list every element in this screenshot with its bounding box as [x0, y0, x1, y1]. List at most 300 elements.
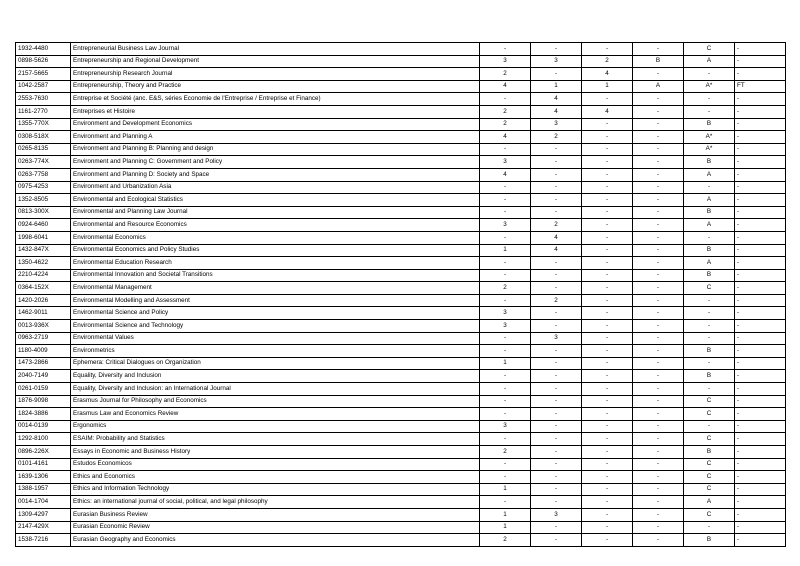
- cell-rating-1: -: [480, 93, 531, 106]
- cell-issn: 2040-7149: [16, 370, 71, 383]
- cell-title: Environmental Values: [71, 332, 480, 345]
- cell-rating-2: -: [531, 345, 582, 358]
- cell-rating-4: -: [633, 370, 684, 383]
- cell-issn: 0364-152X: [16, 282, 71, 295]
- cell-rating-2: -: [531, 458, 582, 471]
- cell-rating-2: 4: [531, 93, 582, 106]
- cell-rating-6: -: [735, 282, 786, 295]
- cell-rating-6: -: [735, 231, 786, 244]
- cell-rating-4: -: [633, 231, 684, 244]
- cell-issn: 2210-4224: [16, 269, 71, 282]
- table-row: [16, 55, 786, 68]
- cell-title: Entrepreneurship Research Journal: [71, 68, 480, 81]
- cell-issn: 1538-7216: [16, 534, 71, 547]
- cell-rating-6: -: [735, 156, 786, 169]
- cell-issn: 1350-4622: [16, 257, 71, 270]
- cell-title: Environmetrics: [71, 345, 480, 358]
- cell-rating-3: -: [582, 244, 633, 257]
- cell-rating-3: -: [582, 131, 633, 144]
- cell-rating-2: 3: [531, 508, 582, 521]
- cell-issn: 0263-774X: [16, 156, 71, 169]
- cell-rating-3: -: [582, 168, 633, 181]
- cell-rating-3: -: [582, 156, 633, 169]
- cell-rating-3: -: [582, 219, 633, 232]
- table-row: [16, 131, 786, 144]
- cell-issn: 1355-770X: [16, 118, 71, 131]
- cell-rating-5: -: [684, 332, 735, 345]
- cell-rating-2: -: [531, 433, 582, 446]
- cell-rating-1: -: [480, 181, 531, 194]
- cell-rating-2: -: [531, 534, 582, 547]
- cell-rating-4: -: [633, 534, 684, 547]
- cell-rating-4: -: [633, 219, 684, 232]
- cell-rating-1: -: [480, 458, 531, 471]
- cell-rating-5: -: [684, 93, 735, 106]
- table-row: [16, 534, 786, 547]
- cell-issn: 1462-9011: [16, 307, 71, 320]
- cell-title: Environmental and Ecological Statistics: [71, 194, 480, 207]
- cell-rating-1: 4: [480, 168, 531, 181]
- cell-rating-3: -: [582, 294, 633, 307]
- cell-rating-3: -: [582, 345, 633, 358]
- table-row: [16, 521, 786, 534]
- cell-rating-4: -: [633, 168, 684, 181]
- cell-rating-6: -: [735, 294, 786, 307]
- cell-title: ESAIM: Probability and Statistics: [71, 433, 480, 446]
- cell-rating-5: B: [684, 156, 735, 169]
- cell-title: Environment and Urbanization Asia: [71, 181, 480, 194]
- cell-title: Ethics and Economics: [71, 471, 480, 484]
- cell-rating-4: -: [633, 143, 684, 156]
- cell-rating-2: -: [531, 496, 582, 509]
- cell-title: Environmental Economics: [71, 231, 480, 244]
- cell-title: Eurasian Geography and Economics: [71, 534, 480, 547]
- cell-rating-4: -: [633, 244, 684, 257]
- cell-rating-2: -: [531, 395, 582, 408]
- table-row: [16, 420, 786, 433]
- cell-rating-4: -: [633, 345, 684, 358]
- cell-title: Entreprise et Société (anc. E&S, séries Economie de l'Entreprise / Entreprise et Finance): [71, 93, 480, 106]
- cell-rating-5: -: [684, 357, 735, 370]
- cell-title: Environmental and Planning Law Journal: [71, 206, 480, 219]
- table-row: [16, 244, 786, 257]
- cell-rating-6: -: [735, 143, 786, 156]
- cell-rating-4: -: [633, 156, 684, 169]
- cell-rating-4: -: [633, 93, 684, 106]
- cell-title: Entrepreneurship and Regional Development: [71, 55, 480, 68]
- cell-rating-2: -: [531, 206, 582, 219]
- cell-rating-3: -: [582, 231, 633, 244]
- cell-rating-5: A: [684, 257, 735, 270]
- cell-rating-2: -: [531, 420, 582, 433]
- cell-rating-6: -: [735, 408, 786, 421]
- cell-rating-4: -: [633, 332, 684, 345]
- cell-rating-2: -: [531, 43, 582, 56]
- cell-rating-6: -: [735, 219, 786, 232]
- table-row: [16, 68, 786, 81]
- cell-rating-3: -: [582, 357, 633, 370]
- cell-rating-3: 4: [582, 105, 633, 118]
- table-row: [16, 345, 786, 358]
- cell-rating-1: -: [480, 433, 531, 446]
- cell-rating-3: -: [582, 332, 633, 345]
- cell-issn: 0308-518X: [16, 131, 71, 144]
- cell-issn: 1180-4009: [16, 345, 71, 358]
- cell-rating-5: B: [684, 118, 735, 131]
- cell-rating-5: A: [684, 194, 735, 207]
- cell-rating-5: C: [684, 508, 735, 521]
- cell-rating-6: -: [735, 307, 786, 320]
- cell-rating-3: 2: [582, 55, 633, 68]
- cell-rating-5: -: [684, 231, 735, 244]
- cell-rating-5: -: [684, 320, 735, 333]
- cell-rating-3: -: [582, 534, 633, 547]
- cell-rating-4: -: [633, 43, 684, 56]
- cell-rating-1: -: [480, 496, 531, 509]
- cell-rating-5: -: [684, 105, 735, 118]
- cell-rating-6: -: [735, 257, 786, 270]
- cell-rating-6: -: [735, 320, 786, 333]
- cell-rating-3: -: [582, 383, 633, 396]
- cell-rating-2: -: [531, 168, 582, 181]
- cell-rating-3: -: [582, 206, 633, 219]
- cell-issn: 1352-8505: [16, 194, 71, 207]
- cell-rating-2: 3: [531, 55, 582, 68]
- table-row: [16, 118, 786, 131]
- cell-rating-5: B: [684, 244, 735, 257]
- cell-title: Environment and Planning C: Government and Policy: [71, 156, 480, 169]
- cell-rating-3: -: [582, 496, 633, 509]
- cell-rating-3: -: [582, 307, 633, 320]
- cell-rating-2: -: [531, 370, 582, 383]
- table-row: [16, 294, 786, 307]
- cell-title: Environmental Modelling and Assessment: [71, 294, 480, 307]
- table-row: [16, 395, 786, 408]
- cell-rating-6: -: [735, 420, 786, 433]
- cell-rating-4: -: [633, 181, 684, 194]
- cell-rating-6: -: [735, 496, 786, 509]
- cell-rating-6: -: [735, 483, 786, 496]
- cell-rating-3: -: [582, 446, 633, 459]
- cell-rating-5: -: [684, 68, 735, 81]
- table-row: [16, 168, 786, 181]
- cell-rating-1: 3: [480, 55, 531, 68]
- cell-rating-2: 2: [531, 131, 582, 144]
- table-row: [16, 446, 786, 459]
- table-row: [16, 320, 786, 333]
- cell-issn: 1309-4297: [16, 508, 71, 521]
- cell-title: Ethics: an international journal of social, political, and legal philosophy: [71, 496, 480, 509]
- cell-rating-2: -: [531, 320, 582, 333]
- cell-rating-2: -: [531, 383, 582, 396]
- cell-rating-5: -: [684, 521, 735, 534]
- cell-rating-3: -: [582, 370, 633, 383]
- cell-rating-6: -: [735, 269, 786, 282]
- cell-rating-3: -: [582, 471, 633, 484]
- cell-issn: 1042-2587: [16, 80, 71, 93]
- cell-rating-5: B: [684, 345, 735, 358]
- table-row: [16, 257, 786, 270]
- cell-rating-2: -: [531, 68, 582, 81]
- cell-title: Environmental Innovation and Societal Transitions: [71, 269, 480, 282]
- cell-issn: 1639-1306: [16, 471, 71, 484]
- journal-ranking-table: [15, 42, 786, 547]
- cell-rating-6: -: [735, 508, 786, 521]
- cell-title: Erasmus Law and Economics Review: [71, 408, 480, 421]
- cell-rating-2: -: [531, 257, 582, 270]
- cell-rating-5: C: [684, 433, 735, 446]
- cell-title: Environment and Development Economics: [71, 118, 480, 131]
- cell-rating-4: -: [633, 420, 684, 433]
- cell-rating-6: -: [735, 194, 786, 207]
- cell-issn: 0101-4161: [16, 458, 71, 471]
- cell-rating-3: -: [582, 143, 633, 156]
- cell-rating-5: -: [684, 294, 735, 307]
- cell-rating-4: B: [633, 55, 684, 68]
- cell-rating-1: -: [480, 395, 531, 408]
- cell-rating-3: -: [582, 181, 633, 194]
- cell-rating-2: 4: [531, 231, 582, 244]
- cell-rating-5: -: [684, 383, 735, 396]
- cell-rating-1: -: [480, 257, 531, 270]
- cell-title: Erasmus Journal for Philosophy and Economics: [71, 395, 480, 408]
- cell-rating-4: -: [633, 68, 684, 81]
- cell-rating-5: B: [684, 370, 735, 383]
- cell-rating-3: -: [582, 282, 633, 295]
- cell-rating-3: -: [582, 320, 633, 333]
- cell-issn: 0013-936X: [16, 320, 71, 333]
- cell-rating-4: -: [633, 446, 684, 459]
- cell-rating-5: B: [684, 446, 735, 459]
- cell-title: Estudos Economicos: [71, 458, 480, 471]
- cell-title: Environment and Planning D: Society and Space: [71, 168, 480, 181]
- table-row: [16, 156, 786, 169]
- cell-issn: 0263-7758: [16, 168, 71, 181]
- cell-rating-2: -: [531, 357, 582, 370]
- cell-rating-1: -: [480, 143, 531, 156]
- cell-issn: 1388-1957: [16, 483, 71, 496]
- cell-rating-2: -: [531, 282, 582, 295]
- cell-rating-3: -: [582, 257, 633, 270]
- cell-rating-5: B: [684, 269, 735, 282]
- table-row: [16, 231, 786, 244]
- cell-rating-3: -: [582, 118, 633, 131]
- cell-rating-4: A: [633, 80, 684, 93]
- cell-rating-2: -: [531, 269, 582, 282]
- cell-rating-3: -: [582, 458, 633, 471]
- table-row: [16, 206, 786, 219]
- table-row: [16, 194, 786, 207]
- cell-rating-1: -: [480, 231, 531, 244]
- cell-issn: 1420-2026: [16, 294, 71, 307]
- cell-rating-1: 3: [480, 219, 531, 232]
- cell-rating-4: -: [633, 496, 684, 509]
- cell-title: Ergonomics: [71, 420, 480, 433]
- cell-rating-1: 1: [480, 483, 531, 496]
- cell-rating-1: -: [480, 345, 531, 358]
- table-row: [16, 269, 786, 282]
- cell-rating-4: -: [633, 206, 684, 219]
- cell-rating-4: -: [633, 131, 684, 144]
- cell-rating-3: -: [582, 93, 633, 106]
- cell-rating-2: -: [531, 181, 582, 194]
- cell-rating-4: -: [633, 357, 684, 370]
- cell-rating-3: -: [582, 433, 633, 446]
- cell-issn: 0975-4253: [16, 181, 71, 194]
- cell-issn: 1824-3886: [16, 408, 71, 421]
- cell-rating-4: -: [633, 471, 684, 484]
- cell-rating-6: FT: [735, 80, 786, 93]
- cell-rating-6: -: [735, 43, 786, 56]
- cell-rating-3: -: [582, 194, 633, 207]
- cell-issn: 2553-7630: [16, 93, 71, 106]
- cell-rating-2: -: [531, 446, 582, 459]
- cell-rating-2: -: [531, 156, 582, 169]
- cell-rating-1: 1: [480, 357, 531, 370]
- cell-rating-2: -: [531, 143, 582, 156]
- table-row: [16, 458, 786, 471]
- cell-issn: 0813-300X: [16, 206, 71, 219]
- cell-rating-1: 2: [480, 118, 531, 131]
- cell-rating-4: -: [633, 294, 684, 307]
- table-row: [16, 143, 786, 156]
- cell-title: Environmental and Resource Economics: [71, 219, 480, 232]
- cell-rating-4: -: [633, 257, 684, 270]
- table-row: [16, 93, 786, 106]
- cell-rating-6: -: [735, 68, 786, 81]
- cell-rating-6: -: [735, 206, 786, 219]
- table-row: [16, 105, 786, 118]
- cell-rating-2: -: [531, 471, 582, 484]
- cell-rating-3: 1: [582, 80, 633, 93]
- cell-issn: 0963-2719: [16, 332, 71, 345]
- cell-rating-1: -: [480, 43, 531, 56]
- table-row: [16, 496, 786, 509]
- cell-issn: 1998-6041: [16, 231, 71, 244]
- cell-rating-4: -: [633, 521, 684, 534]
- cell-rating-6: -: [735, 395, 786, 408]
- cell-title: Eurasian Business Review: [71, 508, 480, 521]
- table-row: [16, 483, 786, 496]
- cell-rating-2: -: [531, 483, 582, 496]
- cell-rating-3: -: [582, 483, 633, 496]
- cell-rating-4: -: [633, 105, 684, 118]
- cell-title: Environmental Science and Technology: [71, 320, 480, 333]
- cell-rating-1: 2: [480, 534, 531, 547]
- cell-rating-5: -: [684, 181, 735, 194]
- cell-rating-6: -: [735, 131, 786, 144]
- cell-rating-5: B: [684, 206, 735, 219]
- table-row: [16, 181, 786, 194]
- cell-rating-2: 2: [531, 294, 582, 307]
- cell-rating-6: -: [735, 471, 786, 484]
- cell-rating-5: A: [684, 496, 735, 509]
- cell-rating-2: -: [531, 521, 582, 534]
- cell-rating-1: -: [480, 269, 531, 282]
- cell-rating-4: -: [633, 194, 684, 207]
- cell-rating-1: -: [480, 194, 531, 207]
- cell-rating-5: A*: [684, 131, 735, 144]
- cell-rating-6: -: [735, 534, 786, 547]
- cell-rating-1: -: [480, 408, 531, 421]
- cell-rating-1: 1: [480, 244, 531, 257]
- cell-rating-1: -: [480, 294, 531, 307]
- cell-rating-3: -: [582, 521, 633, 534]
- cell-title: Environment and Planning B: Planning and design: [71, 143, 480, 156]
- cell-rating-2: 1: [531, 80, 582, 93]
- cell-rating-6: -: [735, 118, 786, 131]
- cell-rating-1: -: [480, 206, 531, 219]
- cell-rating-6: -: [735, 105, 786, 118]
- cell-rating-4: -: [633, 320, 684, 333]
- table-row: [16, 433, 786, 446]
- cell-issn: 1473-2866: [16, 357, 71, 370]
- cell-rating-2: 4: [531, 244, 582, 257]
- cell-rating-6: -: [735, 433, 786, 446]
- cell-title: Environmental Science and Policy: [71, 307, 480, 320]
- cell-rating-1: 3: [480, 320, 531, 333]
- cell-title: Entreprises et Histoire: [71, 105, 480, 118]
- table-body: [16, 43, 786, 547]
- cell-rating-5: C: [684, 471, 735, 484]
- cell-title: Entrepreneurship, Theory and Practice: [71, 80, 480, 93]
- cell-issn: 0896-226X: [16, 446, 71, 459]
- cell-rating-4: -: [633, 383, 684, 396]
- cell-rating-5: -: [684, 420, 735, 433]
- cell-rating-2: 4: [531, 105, 582, 118]
- cell-title: Equality, Diversity and Inclusion: an International Journal: [71, 383, 480, 396]
- cell-title: Ethics and Information Technology: [71, 483, 480, 496]
- cell-issn: 1161-2770: [16, 105, 71, 118]
- cell-rating-6: -: [735, 93, 786, 106]
- cell-title: Environmental Management: [71, 282, 480, 295]
- table-row: [16, 282, 786, 295]
- cell-rating-6: -: [735, 383, 786, 396]
- cell-rating-3: -: [582, 395, 633, 408]
- table-row: [16, 80, 786, 93]
- cell-rating-6: -: [735, 332, 786, 345]
- table-row: [16, 43, 786, 56]
- cell-issn: 1432-847X: [16, 244, 71, 257]
- cell-rating-6: -: [735, 181, 786, 194]
- cell-issn: 0898-5626: [16, 55, 71, 68]
- cell-rating-5: C: [684, 395, 735, 408]
- table-row: [16, 408, 786, 421]
- cell-issn: 1876-9098: [16, 395, 71, 408]
- cell-issn: 0265-8135: [16, 143, 71, 156]
- table-row: [16, 219, 786, 232]
- cell-rating-5: C: [684, 43, 735, 56]
- cell-issn: 0014-1704: [16, 496, 71, 509]
- cell-rating-3: -: [582, 508, 633, 521]
- cell-title: Essays in Economic and Business History: [71, 446, 480, 459]
- cell-rating-4: -: [633, 483, 684, 496]
- cell-issn: 0261-0159: [16, 383, 71, 396]
- cell-rating-6: -: [735, 55, 786, 68]
- table-row: [16, 307, 786, 320]
- cell-rating-5: C: [684, 483, 735, 496]
- cell-rating-4: -: [633, 433, 684, 446]
- cell-rating-3: -: [582, 420, 633, 433]
- cell-rating-6: -: [735, 244, 786, 257]
- cell-rating-4: -: [633, 408, 684, 421]
- cell-rating-5: C: [684, 282, 735, 295]
- table-row: [16, 471, 786, 484]
- cell-title: Environmental Education Research: [71, 257, 480, 270]
- table-row: [16, 357, 786, 370]
- cell-rating-1: 2: [480, 105, 531, 118]
- cell-title: Equality, Diversity and Inclusion: [71, 370, 480, 383]
